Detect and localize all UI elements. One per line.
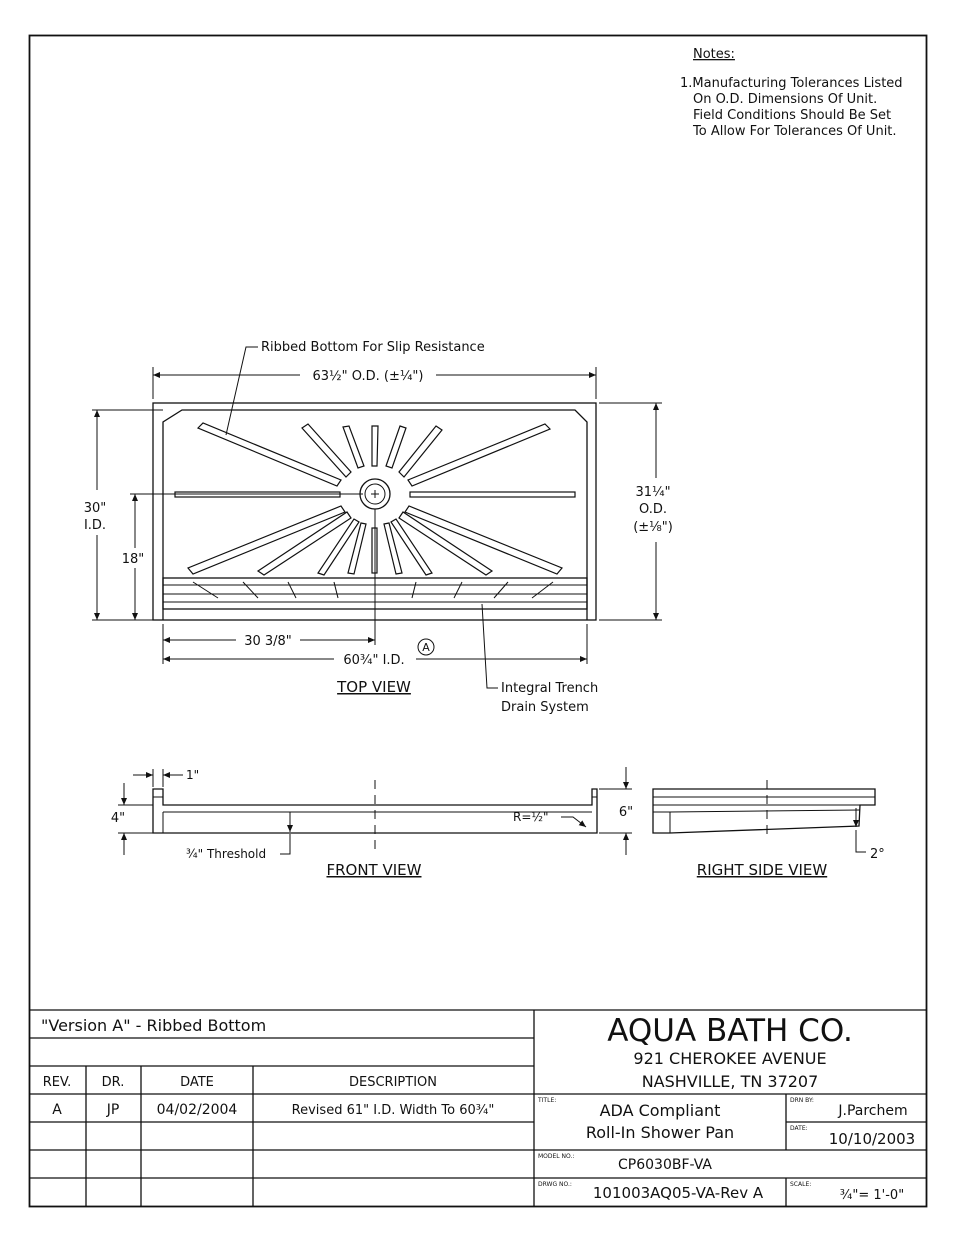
dim-drain-offset: 30 3/8" [244, 634, 292, 649]
dim-id-height-unit: I.D. [83, 518, 107, 533]
rev-row-rev: A [52, 1102, 62, 1118]
callout-drain-line1: Integral Trench [501, 681, 599, 696]
dim-threshold: ¾" Threshold [186, 847, 267, 861]
rev-header-rev: REV. [42, 1075, 72, 1090]
dim-wall: 1" [186, 768, 200, 782]
top-view [84, 340, 673, 715]
callout-ribbed-bottom: Ribbed Bottom For Slip Resistance [261, 340, 485, 355]
note-line: 1.Manufacturing Tolerances Listed [680, 76, 903, 91]
rev-header-date: DATE [180, 1075, 214, 1090]
version-label: "Version A" - Ribbed Bottom [41, 1016, 267, 1035]
dim-radius: R=½" [513, 810, 549, 824]
title-caption: TITLE: [538, 1097, 557, 1104]
company-address-line2: NASHVILLE, TN 37207 [641, 1072, 819, 1091]
dim-front-height: 4" [110, 811, 126, 826]
rev-row-description: Revised 61" I.D. Width To 60¾" [291, 1103, 495, 1118]
dim-od-width: 63½" O.D. (±¼") [312, 369, 424, 384]
dim-id-width: 60¾" I.D. [343, 653, 405, 668]
drawing-date: 10/10/2003 [828, 1130, 916, 1148]
date-caption: DATE: [790, 1125, 808, 1132]
dim-od-height-unit: O.D. [639, 502, 667, 517]
dim-od-height-tolerance: (±⅛") [633, 520, 673, 535]
drawing-number: 101003AQ05-VA-Rev A [592, 1184, 764, 1202]
notes-heading: Notes: [693, 47, 735, 62]
callout-drain-line2: Drain System [501, 700, 589, 715]
trench-grate-lines [193, 582, 553, 598]
model-number: CP6030BF-VA [618, 1157, 712, 1173]
drawn-by: J.Parchem [838, 1103, 908, 1119]
drawing-title-line2: Roll-In Shower Pan [585, 1123, 735, 1142]
notes-block [680, 47, 903, 139]
note-line: On O.D. Dimensions Of Unit. [693, 92, 878, 107]
company-name: AQUA BATH CO. [607, 1013, 853, 1049]
side-view-title: RIGHT SIDE VIEW [696, 861, 828, 879]
rev-row-dr: JP [106, 1102, 120, 1118]
drawing-title-line1: ADA Compliant [599, 1101, 721, 1120]
note-line: Field Conditions Should Be Set [693, 108, 892, 123]
front-view-title: FRONT VIEW [326, 861, 422, 879]
dim-overall-height: 6" [618, 805, 634, 820]
right-side-view [653, 780, 885, 879]
drawing-no-caption: DRWG NO.: [538, 1181, 572, 1188]
title-block [29, 1010, 927, 1206]
company-address-line1: 921 CHEROKEE AVENUE [633, 1049, 827, 1068]
revision-marker: A [422, 641, 430, 654]
dim-id-height-value: 30" [83, 501, 107, 516]
rev-row-date: 04/02/2004 [156, 1102, 238, 1118]
dim-od-height-value: 31¼" [635, 485, 671, 500]
front-view [111, 767, 633, 879]
drawn-by-caption: DRN BY: [790, 1097, 814, 1104]
dim-drain-height: 18" [121, 552, 145, 567]
drawing-scale: ¾"= 1'-0" [839, 1188, 905, 1203]
rev-header-dr: DR. [101, 1075, 125, 1090]
top-view-title: TOP VIEW [337, 678, 411, 696]
note-line: To Allow For Tolerances Of Unit. [693, 124, 897, 139]
scale-caption: SCALE: [790, 1181, 812, 1188]
rev-header-description: DESCRIPTION [349, 1075, 437, 1090]
dim-slope: 2° [870, 847, 885, 862]
model-caption: MODEL NO.: [538, 1153, 575, 1160]
